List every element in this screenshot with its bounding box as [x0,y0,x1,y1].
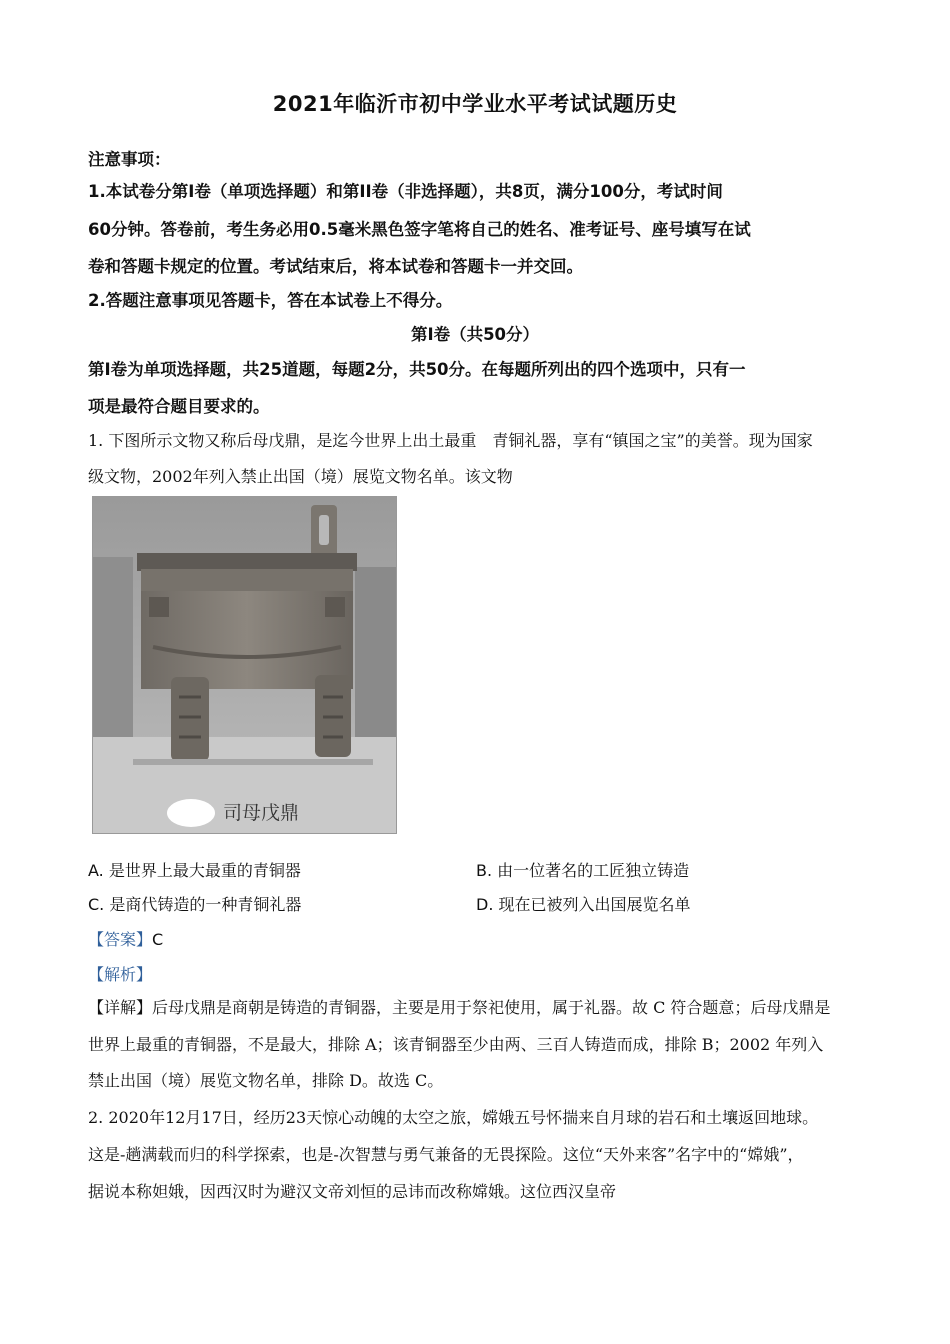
detail-line2: 世界上最重的青铜器，不是最大，排除 A；该青铜器至少由两、三百人铸造而成，排除 B；2002 年列入 [88,1035,824,1054]
q2-stem-line2: 这是-趟满载而归的科学探索，也是-次智慧与勇气兼备的无畏探险。这位“天外来客”名字中的“嫦娥”， [88,1145,804,1164]
detail-line1: 【详解】后母戊鼎是商朝是铸造的青铜器，主要是用于祭祀使用，属于礼器。故 C 符合题意；后母戊鼎是 [88,998,831,1017]
q2-stem-line1: 2. 2020年12月17日，经历23天惊心动魄的太空之旅，嫦娥五号怀揣来自月球的岩石和土壤返回地球。 [88,1108,819,1127]
q1-stem-line2: 级文物，2002年列入禁止出国（境）展览文物名单。该文物 [88,467,513,486]
ding-photo [92,496,397,834]
ding-illustration [93,497,396,833]
option-a-text: 是世界上最大最重的青铜器 [108,861,301,880]
notice-item1-line1: 1.本试卷分第Ⅰ卷（单项选择题）和第II卷（非选择题），共8页，满分100分，考试时间 [88,182,723,201]
option-a-letter: A. [88,861,104,880]
answer-line [88,927,873,950]
answer-value: C [152,930,164,949]
option-c-letter: C. [88,895,105,914]
notice-item1-line3: 卷和答题卡规定的位置。考试结束后，将本试卷和答题卡一并交回。 [88,257,583,276]
notice-heading: 注意事项： [88,150,171,169]
notice-item2: 2.答题注意事项见答题卡，答在本试卷上不得分。 [88,291,453,310]
notice-item1-line2: 60分钟。答卷前，考生务必用0.5毫米黑色签字笔将自己的姓名、准考证号、座号填写在试 [88,220,751,239]
option-d-text: 现在已被列入出国展览名单 [498,895,691,914]
q1-stem-line1: 1. 下图所示文物又称后母戊鼎，是迄今世界上出土最重 青铜礼器，享有“镇国之宝”的美誉。现为国家 [88,431,813,450]
option-b-letter: B. [476,861,493,880]
option-b[interactable] [476,858,689,881]
section-desc-line1: 第Ⅰ卷为单项选择题，共25道题，每题2分，共50分。在每题所列出的四个选项中，只有一 [88,360,746,379]
ding-caption: 司母戊鼎 [223,802,300,824]
option-a[interactable] [88,858,301,881]
option-c-text: 是商代铸造的一种青铜礼器 [109,895,302,914]
option-b-text: 由一位著名的工匠独立铸造 [497,861,690,880]
q2-stem-line3: 据说本称妲娥，因西汉时为避汉文帝刘恒的忌讳而改称嫦娥。这位西汉皇帝 [88,1182,617,1201]
answer-label: 【答案】 [88,930,153,949]
section-heading: 第Ⅰ卷（共50分） [410,325,540,344]
option-d-letter: D. [476,895,494,914]
analysis-label: 【解析】 [88,965,153,984]
exam-title: 2021年临沂市初中学业水平考试试题历史 [272,92,678,116]
option-c[interactable] [88,892,301,915]
section-desc-line2: 项是最符合题目要求的。 [88,397,270,416]
detail-line3: 禁止出国（境）展览文物名单，排除 D。故选 C。 [88,1071,444,1090]
option-d[interactable] [476,892,691,915]
